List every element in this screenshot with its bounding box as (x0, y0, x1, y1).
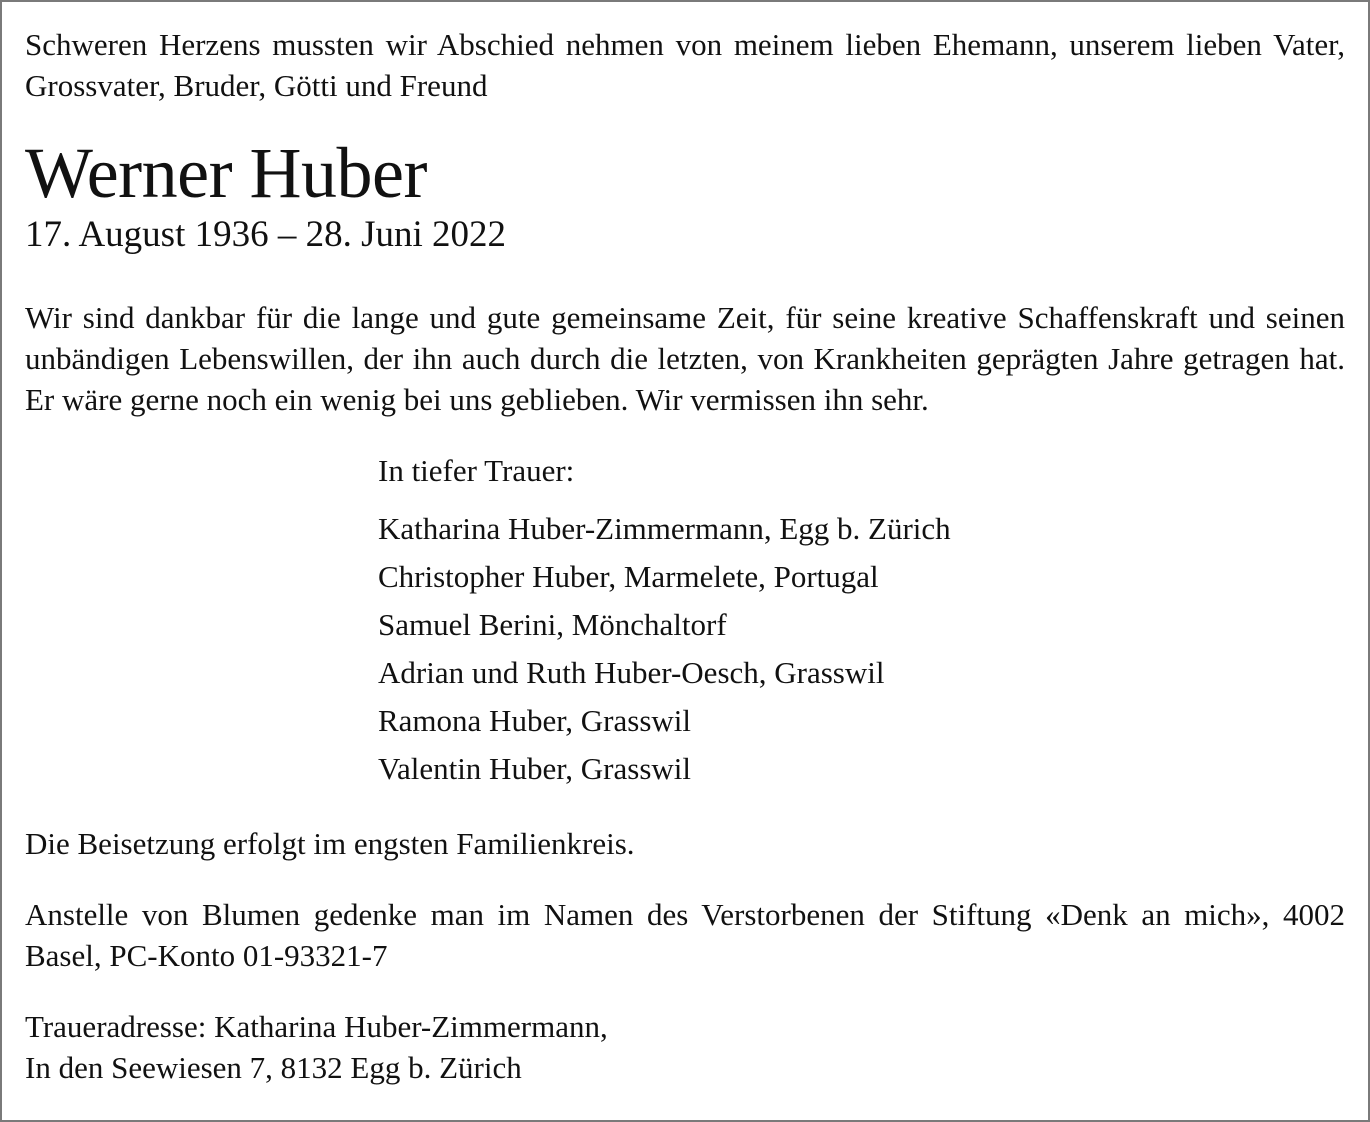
address-line-1: Traueradresse: Katharina Huber-Zimmermann, (25, 1009, 608, 1044)
mourner-entry: Christopher Huber, Marmelete, Portugal (378, 559, 879, 594)
mourners-heading: In tiefer Trauer: (378, 453, 575, 488)
mourner-entry: Samuel Berini, Mönchaltorf (378, 607, 727, 642)
burial-note: Die Beisetzung erfolgt im engsten Familienkreis. (25, 826, 635, 861)
tribute-text: Wir sind dankbar für die lange und gute gemeinsame Zeit, für seine kreative Schaffenskraft und seinen unbändigen Lebenswillen, der ihn auch durch die letzten, von Krankheiten geprägten Jahre getragen hat. Er wäre gerne noch ein wenig bei uns geblieben. Wir vermissen ihn sehr. (25, 300, 1345, 417)
mourners-list (378, 450, 1345, 793)
mourner-entry: Katharina Huber-Zimmermann, Egg b. Zürich (378, 511, 951, 546)
intro-text: Schweren Herzens mussten wir Abschied nehmen von meinem lieben Ehemann, unserem lieben Vater, Grossvater, Bruder, Götti und Freund (25, 27, 1345, 103)
address-line-2: In den Seewiesen 7, 8132 Egg b. Zürich (25, 1050, 522, 1085)
deceased-name: Werner Huber (25, 133, 427, 213)
mourner-entry: Valentin Huber, Grasswil (378, 751, 691, 786)
mourning-address (25, 1006, 1345, 1088)
life-dates: 17. August 1936 – 28. Juni 2022 (25, 214, 507, 255)
donation-note: Anstelle von Blumen gedenke man im Namen des Verstorbenen der Stiftung «Denk an mich», 4002 Basel, PC-Konto 01-93321-7 (25, 897, 1345, 973)
mourner-entry: Ramona Huber, Grasswil (378, 703, 691, 738)
mourner-entry: Adrian und Ruth Huber-Oesch, Grasswil (378, 655, 885, 690)
